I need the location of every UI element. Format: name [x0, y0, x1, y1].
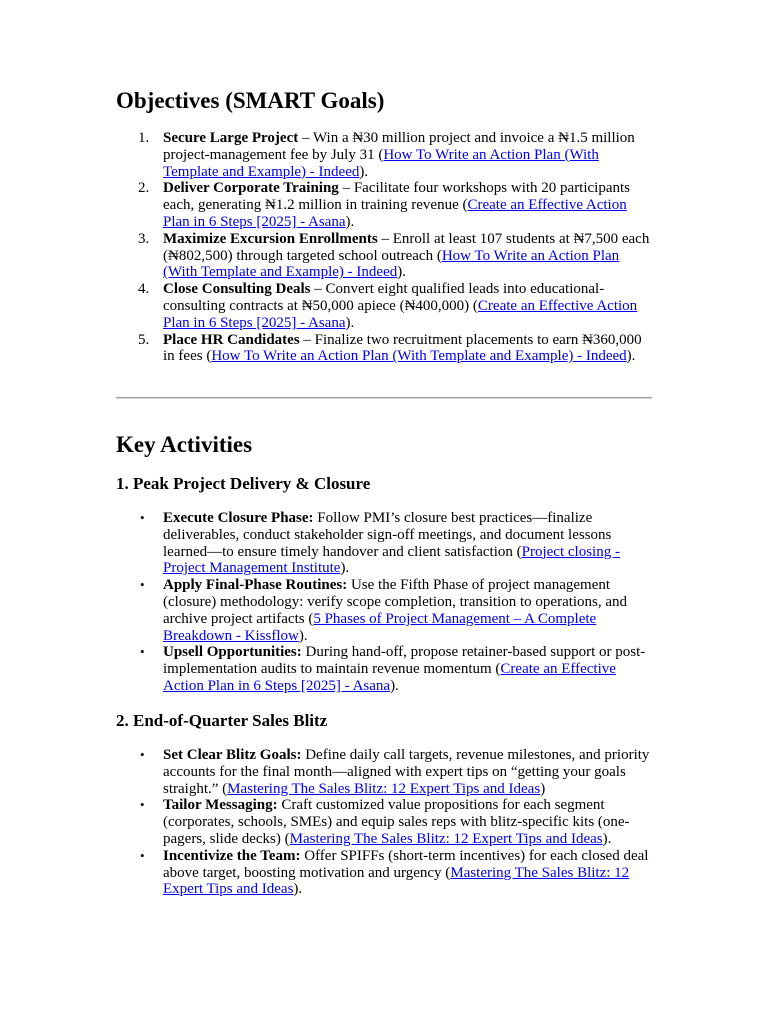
objective-item: [116, 180, 652, 230]
activity-title: Apply Final-Phase Routines:: [163, 577, 348, 594]
source-link[interactable]: How To Write an Action Plan (With Template and Example) - Indeed: [163, 247, 620, 281]
objective-text: – Convert eight qualified leads into educational-consulting contracts at ₦50,000 apiece (₦400,000) (: [163, 281, 605, 314]
objective-title: Close Consulting Deals: [163, 281, 311, 298]
activity-item: [116, 644, 652, 694]
objective-tail: ).: [397, 264, 406, 281]
objective-title: Maximize Excursion Enrollments: [163, 230, 378, 247]
objective-item: [116, 231, 652, 281]
horizontal-rule: [116, 397, 652, 399]
objective-title: Place HR Candidates: [163, 331, 300, 348]
list-number: 4.: [138, 281, 150, 298]
objective-item: [116, 332, 652, 366]
list-number: 2.: [138, 180, 150, 197]
objective-text: – Win a ₦30 million project and invoice a ₦1.5 million project-management fee by July 31 (: [163, 130, 635, 163]
activity-title: Execute Closure Phase:: [163, 510, 314, 526]
source-link[interactable]: 5 Phases of Project Management – A Complete Breakdown - Kissflow: [163, 610, 597, 644]
objective-title: Secure Large Project: [163, 130, 299, 146]
sales-blitz-list: [116, 747, 652, 898]
objectives-heading: Objectives (SMART Goals): [116, 88, 385, 113]
activity-text: During hand-off, propose retainer-based support or post-implementation audits to maintain revenue momentum (: [163, 644, 646, 678]
activity-item: [116, 797, 652, 847]
bullet-icon: •: [140, 510, 145, 525]
activity-item: [116, 577, 652, 644]
activity-title: Tailor Messaging:: [163, 797, 278, 814]
source-link[interactable]: Mastering The Sales Blitz: 12 Expert Tips and Ideas: [289, 830, 603, 847]
activity-item: [116, 510, 652, 577]
source-link[interactable]: Project closing - Project Management Institute: [163, 543, 620, 577]
objective-text: – Finalize two recruitment placements to earn ₦360,000 in fees (: [163, 331, 642, 365]
section-heading-project-delivery: 1. Peak Project Delivery & Closure: [116, 474, 371, 493]
activity-tail: ).: [340, 560, 350, 577]
objective-tail: ).: [359, 163, 369, 180]
objective-text: – Enroll at least 107 students at ₦7,500 each (₦802,500) through targeted school outreach (: [163, 230, 650, 264]
bullet-icon: •: [140, 847, 145, 863]
activity-text: Craft customized value propositions for each segment (corporates, schools, SMEs) and equip sales reps with blitz-specific kits (one-pagers, slide decks) (: [163, 797, 630, 847]
objective-item: [116, 281, 652, 331]
source-link[interactable]: How To Write an Action Plan (With Template and Example) - Indeed: [163, 146, 599, 180]
list-number: 3.: [138, 230, 150, 247]
objective-text: – Facilitate four workshops with 20 participants each, generating ₦1.2 million in training revenue (: [163, 180, 631, 214]
objective-tail: ).: [626, 348, 636, 365]
activity-title: Set Clear Blitz Goals:: [163, 747, 302, 763]
activity-title: Upsell Opportunities:: [163, 644, 302, 661]
activity-tail: ).: [390, 677, 399, 694]
objectives-list: [116, 130, 652, 365]
objective-tail: ).: [345, 314, 355, 331]
source-link[interactable]: Create an Effective Action Plan in 6 Steps [2025] - Asana: [163, 297, 638, 331]
activity-tail: ).: [293, 881, 303, 898]
list-number: 5.: [138, 331, 150, 348]
bullet-icon: •: [140, 747, 145, 762]
key-activities-heading: Key Activities: [116, 432, 253, 457]
activity-tail: ).: [298, 627, 308, 644]
activity-title: Incentivize the Team:: [163, 847, 301, 864]
project-delivery-list: [116, 510, 652, 695]
bullet-icon: •: [140, 644, 145, 660]
source-link[interactable]: Create an Effective Action Plan in 6 Steps [2025] - Asana: [163, 197, 627, 230]
source-link[interactable]: Mastering The Sales Blitz: 12 Expert Tips and Ideas: [163, 864, 630, 898]
activity-tail: ).: [602, 830, 612, 847]
activity-text: Offer SPIFFs (short-term incentives) for each closed deal above target, boosting motivation and urgency (: [163, 847, 649, 881]
objective-title: Deliver Corporate Training: [163, 180, 339, 197]
activity-tail: ): [540, 780, 546, 797]
objective-item: [116, 130, 652, 180]
source-link[interactable]: How To Write an Action Plan (With Template and Example) - Indeed: [211, 348, 627, 365]
activity-text: Define daily call targets, revenue milestones, and priority accounts for the final month—aligned with expert tips on “getting your goals straight.” (: [163, 747, 650, 797]
activity-item: [116, 747, 652, 797]
bullet-icon: •: [140, 577, 145, 593]
objective-tail: ).: [345, 213, 355, 230]
section-heading-sales-blitz: 2. End-of-Quarter Sales Blitz: [116, 711, 328, 730]
activity-item: [116, 848, 652, 898]
source-link[interactable]: Mastering The Sales Blitz: 12 Expert Tips and Ideas: [227, 780, 541, 797]
source-link[interactable]: Create an Effective Action Plan in 6 Steps [2025] - Asana: [163, 661, 616, 694]
activity-text: Follow PMI’s closure best practices—finalize deliverables, conduct stakeholder sign-off meetings, and document lessons learned—to ensure timely handover and client satisfaction (: [163, 510, 612, 560]
bullet-icon: •: [140, 797, 145, 813]
activity-text: Use the Fifth Phase of project management (closure) methodology: verify scope completion, transition to operations, and archive project artifacts (: [163, 577, 628, 627]
list-number: 1.: [138, 130, 150, 146]
